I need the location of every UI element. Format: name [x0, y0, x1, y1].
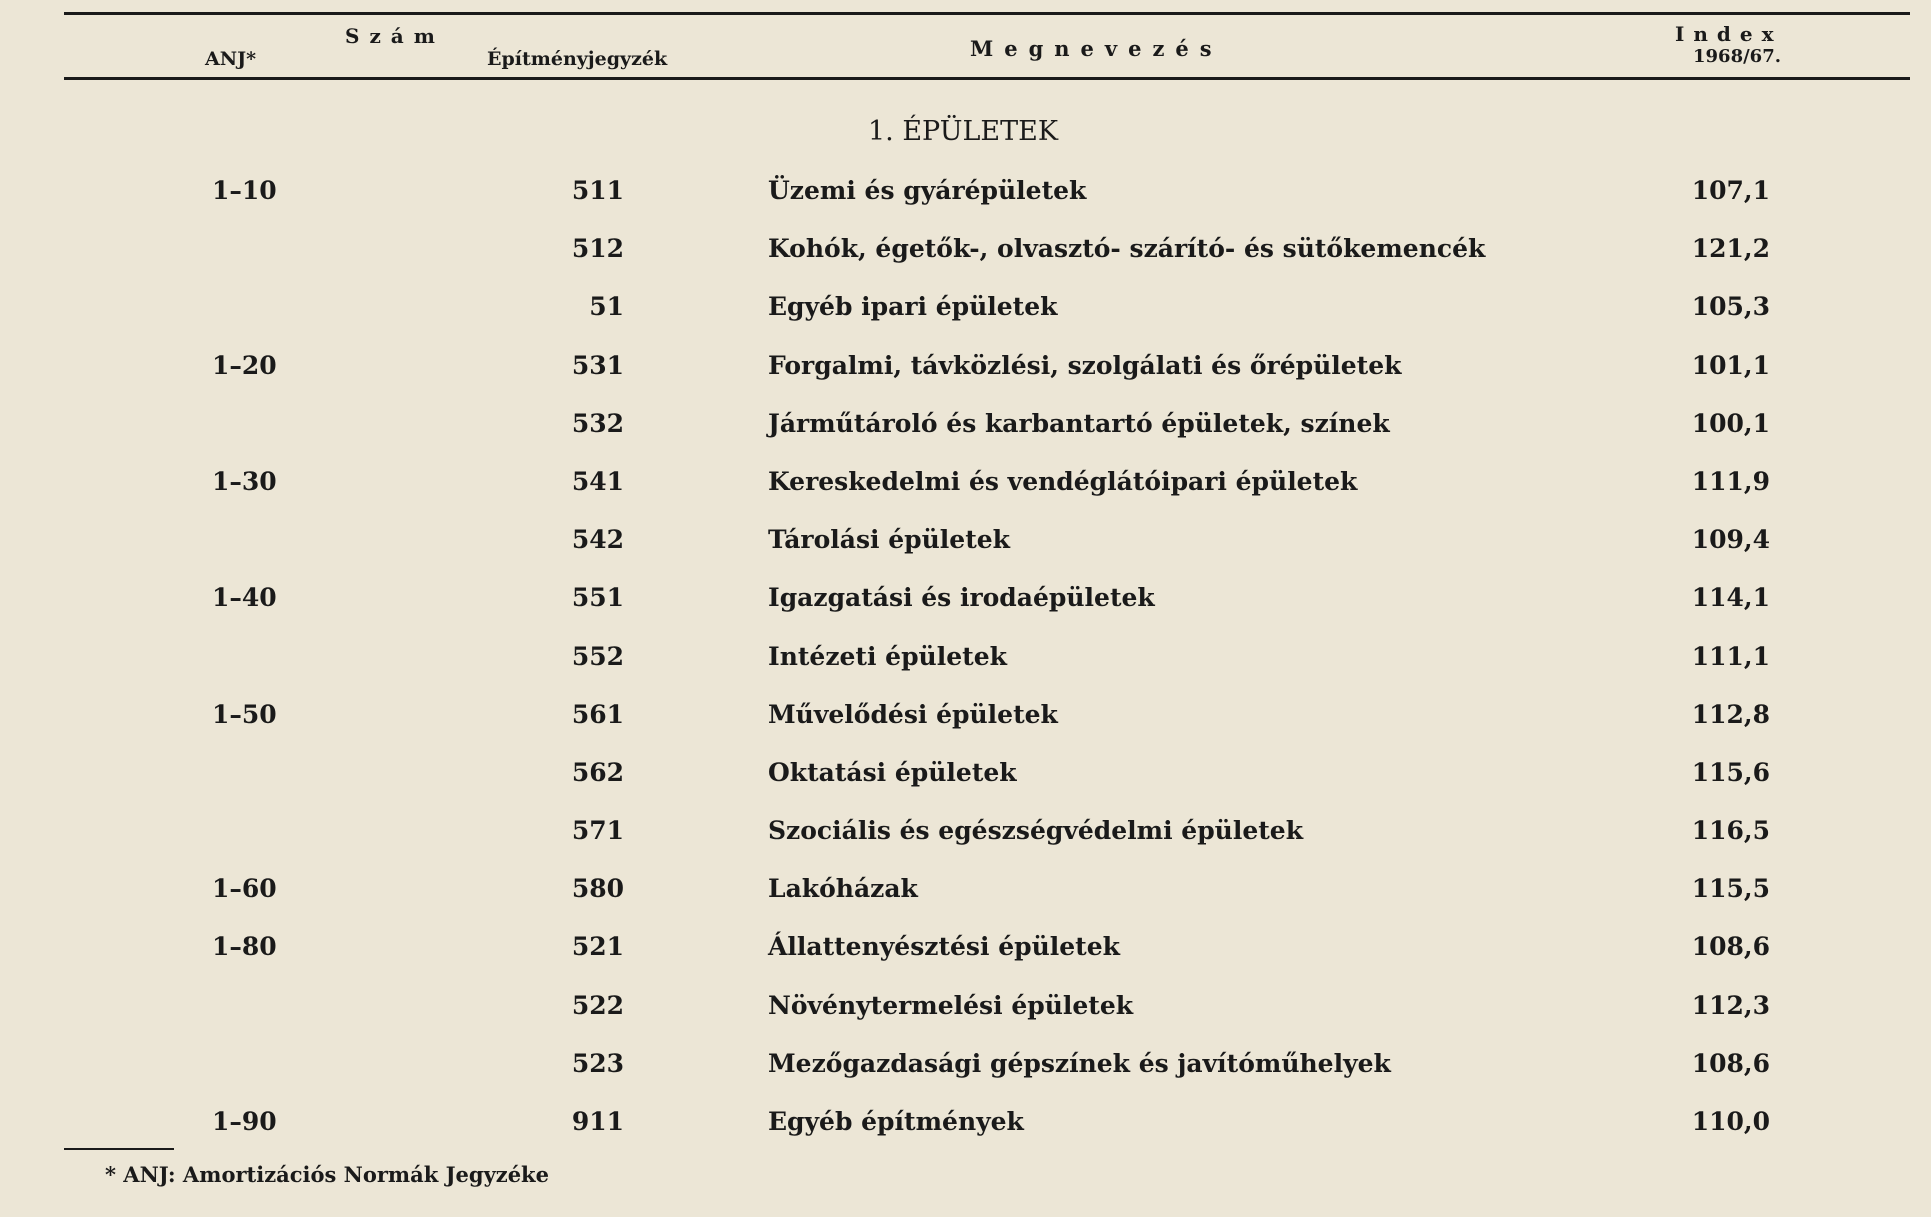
row-index: 101,1	[1691, 350, 1770, 380]
table-row	[0, 808, 1931, 866]
header-bottom-rule	[64, 77, 1910, 80]
table-row	[0, 1099, 1931, 1157]
header-anj: ANJ*	[205, 48, 257, 70]
section-title: 1. ÉPÜLETEK	[868, 116, 1059, 147]
row-code: 512	[571, 234, 624, 264]
row-code: 552	[571, 641, 624, 671]
row-index: 116,5	[1691, 816, 1770, 846]
row-name: Oktatási épületek	[768, 757, 1017, 787]
row-index: 111,1	[1691, 641, 1770, 671]
table-row	[0, 692, 1931, 750]
row-anj: 1–30	[212, 466, 277, 496]
table-row	[0, 750, 1931, 808]
header-szam: Szám	[345, 24, 445, 48]
row-name: Járműtároló és karbantartó épületek, színek	[768, 408, 1390, 438]
table-row	[0, 459, 1931, 517]
row-index: 109,4	[1691, 525, 1770, 555]
table-row	[0, 983, 1931, 1041]
row-code: 551	[571, 583, 624, 613]
row-name: Mezőgazdasági gépszínek és javítóműhelyek	[768, 1048, 1391, 1078]
table-row	[0, 866, 1931, 924]
row-code: 521	[571, 932, 624, 962]
row-name: Szociális és egészségvédelmi épületek	[768, 816, 1304, 846]
row-index: 115,5	[1691, 874, 1770, 904]
row-index: 108,6	[1691, 932, 1770, 962]
row-code: 532	[571, 408, 624, 438]
row-code: 51	[589, 292, 624, 322]
row-code: 580	[571, 874, 624, 904]
header-index-year: 1968/67.	[1693, 46, 1781, 67]
row-code: 562	[571, 757, 624, 787]
row-anj: 1–50	[212, 699, 277, 729]
row-name: Növénytermelési épületek	[768, 990, 1134, 1020]
row-code: 911	[571, 1107, 624, 1136]
table-row	[0, 1041, 1931, 1099]
table-row	[0, 924, 1931, 982]
row-name: Üzemi és gyárépületek	[768, 176, 1087, 205]
table-row	[0, 284, 1931, 342]
row-anj: 1–90	[212, 1107, 277, 1136]
row-anj: 1–80	[212, 932, 277, 962]
row-anj: 1–20	[212, 350, 277, 380]
table-row	[0, 168, 1931, 226]
row-index: 107,1	[1691, 176, 1770, 205]
header-epitmenyjegyzek: Építményjegyzék	[487, 48, 668, 70]
row-code: 531	[571, 350, 624, 380]
row-index: 121,2	[1691, 234, 1770, 264]
row-name: Művelődési épületek	[768, 699, 1058, 729]
row-index: 111,9	[1691, 466, 1770, 496]
row-index: 114,1	[1691, 583, 1770, 613]
row-name: Intézeti épületek	[768, 641, 1007, 671]
row-index: 115,6	[1691, 757, 1770, 787]
row-name: Tárolási épületek	[768, 525, 1010, 555]
table-row	[0, 226, 1931, 284]
row-name: Igazgatási és irodaépületek	[768, 583, 1155, 613]
row-name: Kohók, égetők-, olvasztó- szárító- és sütőkemencék	[768, 234, 1486, 264]
row-code: 541	[571, 466, 624, 496]
footnote-rule	[64, 1148, 174, 1150]
row-index: 108,6	[1691, 1048, 1770, 1078]
row-name: Egyéb építmények	[768, 1107, 1024, 1136]
row-code: 571	[571, 816, 624, 846]
header-top-rule	[64, 12, 1910, 15]
row-anj: 1–40	[212, 583, 277, 613]
table-row	[0, 634, 1931, 692]
row-name: Kereskedelmi és vendéglátóipari épületek	[768, 466, 1358, 496]
row-code: 523	[571, 1048, 624, 1078]
row-name: Állattenyésztési épületek	[768, 932, 1120, 962]
header-index: Index	[1675, 22, 1783, 46]
row-index: 110,0	[1691, 1107, 1770, 1136]
row-code: 542	[571, 525, 624, 555]
row-anj: 1–60	[212, 874, 277, 904]
footnote: * ANJ: Amortizációs Normák Jegyzéke	[105, 1162, 549, 1187]
row-index: 112,8	[1691, 699, 1770, 729]
table-row	[0, 517, 1931, 575]
table-row	[0, 401, 1931, 459]
row-name: Egyéb ipari épületek	[768, 292, 1058, 322]
row-name: Forgalmi, távközlési, szolgálati és őrépületek	[768, 350, 1402, 380]
row-anj: 1–10	[212, 176, 277, 205]
row-code: 522	[571, 990, 624, 1020]
row-index: 112,3	[1691, 990, 1770, 1020]
row-code: 561	[571, 699, 624, 729]
table-row	[0, 575, 1931, 633]
header-megnevezes: Megnevezés	[970, 36, 1223, 61]
table-body	[0, 168, 1931, 1157]
row-index: 105,3	[1691, 292, 1770, 322]
row-index: 100,1	[1691, 408, 1770, 438]
row-name: Lakóházak	[768, 874, 918, 904]
row-code: 511	[571, 176, 624, 205]
table-row	[0, 343, 1931, 401]
